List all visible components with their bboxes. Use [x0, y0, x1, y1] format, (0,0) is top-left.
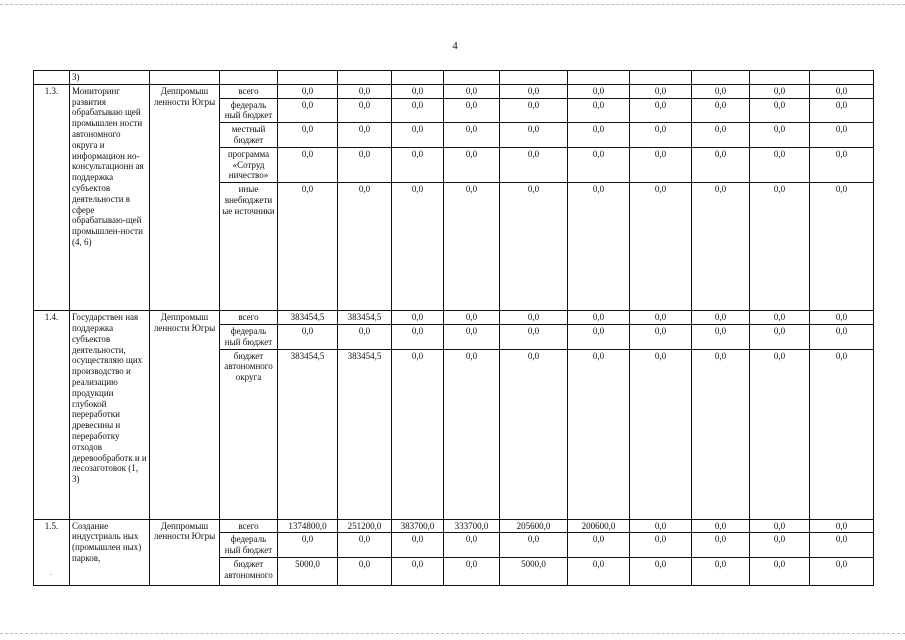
amount-cell: 0,0: [568, 147, 630, 182]
amount-cell: 0,0: [444, 123, 500, 148]
amount-cell: 0,0: [500, 84, 568, 98]
amount-cell: 0,0: [278, 183, 338, 311]
amount-cell: 0,0: [692, 324, 750, 349]
amount-cell: 0,0: [338, 324, 392, 349]
amount-cell: 0,0: [750, 324, 810, 349]
amount-cell: 0,0: [278, 324, 338, 349]
activity-title: Государствен ная поддержка субъектов деятельности, осуществляю щих производство и реализацию продукции глубокой переработки древесины и переработку отходов деревообработк и и лесозаготовок (1, 3): [70, 311, 150, 519]
activity-title: Создание индустриаль ных (промышлен ных) парков,: [70, 519, 150, 585]
amount-cell: 0,0: [810, 519, 874, 533]
amount-cell: 0,0: [692, 349, 750, 519]
activity-title: Мониторинг развития обрабатываю щей промышлен ности автономного округа и информацион но-консультационн ая поддержка субъектов деятельности в сфере обрабатываю-щей промышлен-ности (4, 6): [70, 84, 150, 310]
amount-cell: [630, 71, 692, 85]
amount-cell: 0,0: [692, 519, 750, 533]
amount-cell: 0,0: [630, 311, 692, 325]
amount-cell: 0,0: [568, 557, 630, 585]
funding-source: всего: [220, 311, 278, 325]
amount-cell: 0,0: [810, 324, 874, 349]
amount-cell: 0,0: [630, 183, 692, 311]
amount-cell: 0,0: [278, 98, 338, 123]
amount-cell: 0,0: [630, 557, 692, 585]
amount-cell: 0,0: [630, 349, 692, 519]
amount-cell: 0,0: [810, 84, 874, 98]
amount-cell: 0,0: [500, 98, 568, 123]
amount-cell: 0,0: [500, 533, 568, 558]
amount-cell: 383454,5: [338, 349, 392, 519]
amount-cell: 0,0: [444, 557, 500, 585]
amount-cell: [568, 71, 630, 85]
amount-cell: 0,0: [692, 84, 750, 98]
amount-cell: 0,0: [750, 519, 810, 533]
amount-cell: 0,0: [338, 147, 392, 182]
scan-edge-top: [0, 4, 905, 5]
amount-cell: 0,0: [338, 183, 392, 311]
amount-cell: 0,0: [444, 84, 500, 98]
funding-source: иные внебюджети ые источники: [220, 183, 278, 311]
funding-source: бюджет автономного: [220, 557, 278, 585]
amount-cell: 0,0: [750, 98, 810, 123]
amount-cell: 0,0: [338, 98, 392, 123]
amount-cell: 383700,0: [392, 519, 444, 533]
amount-cell: 0,0: [338, 533, 392, 558]
amount-cell: 0,0: [692, 183, 750, 311]
amount-cell: 383454,5: [278, 311, 338, 325]
amount-cell: 0,0: [810, 123, 874, 148]
amount-cell: 0,0: [500, 349, 568, 519]
amount-cell: 1374800,0: [278, 519, 338, 533]
amount-cell: 0,0: [692, 533, 750, 558]
amount-cell: [692, 71, 750, 85]
amount-cell: 0,0: [392, 98, 444, 123]
funding-source: местный бюджет: [220, 123, 278, 148]
amount-cell: 0,0: [630, 147, 692, 182]
amount-cell: 251200,0: [338, 519, 392, 533]
amount-cell: 0,0: [392, 533, 444, 558]
amount-cell: 0,0: [500, 123, 568, 148]
responsible-org: Деппромыш ленности Югры: [150, 519, 220, 585]
amount-cell: 0,0: [500, 147, 568, 182]
row-number: 1.3.: [34, 84, 70, 310]
amount-cell: 5000,0: [500, 557, 568, 585]
amount-cell: 383454,5: [338, 311, 392, 325]
amount-cell: [500, 71, 568, 85]
amount-cell: [444, 71, 500, 85]
amount-cell: 0,0: [810, 349, 874, 519]
amount-cell: 0,0: [392, 311, 444, 325]
amount-cell: 0,0: [692, 123, 750, 148]
amount-cell: 0,0: [500, 324, 568, 349]
funding-source: федераль ный бюджет: [220, 324, 278, 349]
amount-cell: [278, 71, 338, 85]
amount-cell: [750, 71, 810, 85]
amount-cell: 0,0: [810, 557, 874, 585]
table-row: [34, 84, 874, 98]
amount-cell: 0,0: [278, 533, 338, 558]
amount-cell: 0,0: [278, 147, 338, 182]
row-number: [34, 71, 70, 85]
amount-cell: 0,0: [278, 84, 338, 98]
amount-cell: 0,0: [750, 557, 810, 585]
amount-cell: 0,0: [500, 311, 568, 325]
amount-cell: 0,0: [568, 324, 630, 349]
amount-cell: 0,0: [338, 557, 392, 585]
funding-source: бюджет автономного округа: [220, 349, 278, 519]
amount-cell: 0,0: [444, 349, 500, 519]
page-number: 4: [452, 40, 458, 52]
amount-cell: 0,0: [568, 533, 630, 558]
row-number: 1.5.: [34, 519, 70, 585]
amount-cell: 0,0: [692, 311, 750, 325]
amount-cell: 0,0: [750, 123, 810, 148]
amount-cell: 0,0: [392, 349, 444, 519]
row-number: 1.4.: [34, 311, 70, 519]
activity-title: 3): [70, 71, 150, 85]
amount-cell: 0,0: [392, 557, 444, 585]
funding-source: всего: [220, 84, 278, 98]
amount-cell: [810, 71, 874, 85]
responsible-org: Деппромыш ленности Югры: [150, 311, 220, 519]
amount-cell: 0,0: [568, 183, 630, 311]
amount-cell: 0,0: [444, 324, 500, 349]
amount-cell: 0,0: [630, 533, 692, 558]
amount-cell: 0,0: [278, 123, 338, 148]
funding-source: федераль ный бюджет: [220, 98, 278, 123]
amount-cell: 0,0: [444, 533, 500, 558]
amount-cell: 0,0: [500, 183, 568, 311]
amount-cell: 0,0: [630, 123, 692, 148]
amount-cell: 0,0: [630, 519, 692, 533]
amount-cell: 0,0: [810, 311, 874, 325]
amount-cell: 0,0: [568, 123, 630, 148]
responsible-org: Деппромыш ленности Югры: [150, 84, 220, 310]
amount-cell: 0,0: [692, 147, 750, 182]
amount-cell: 0,0: [568, 98, 630, 123]
amount-cell: 0,0: [750, 311, 810, 325]
responsible-org: [150, 71, 220, 85]
amount-cell: 0,0: [568, 349, 630, 519]
amount-cell: 0,0: [392, 324, 444, 349]
amount-cell: 0,0: [392, 84, 444, 98]
amount-cell: 0,0: [444, 183, 500, 311]
amount-cell: 0,0: [630, 98, 692, 123]
amount-cell: 0,0: [750, 147, 810, 182]
amount-cell: 0,0: [338, 84, 392, 98]
amount-cell: 0,0: [392, 183, 444, 311]
amount-cell: 0,0: [568, 311, 630, 325]
amount-cell: 0,0: [392, 123, 444, 148]
amount-cell: 0,0: [692, 557, 750, 585]
amount-cell: 0,0: [750, 349, 810, 519]
table-row: [34, 311, 874, 325]
amount-cell: 0,0: [750, 533, 810, 558]
amount-cell: 205600,0: [500, 519, 568, 533]
scan-speck: .: [50, 568, 52, 577]
amount-cell: 0,0: [810, 98, 874, 123]
amount-cell: 0,0: [444, 147, 500, 182]
amount-cell: 333700,0: [444, 519, 500, 533]
funding-source: всего: [220, 519, 278, 533]
amount-cell: 0,0: [810, 183, 874, 311]
table-row: [34, 71, 874, 85]
amount-cell: 0,0: [810, 147, 874, 182]
amount-cell: 0,0: [750, 183, 810, 311]
funding-table: [33, 70, 874, 586]
amount-cell: 0,0: [750, 84, 810, 98]
table-row: [34, 519, 874, 533]
amount-cell: 0,0: [568, 84, 630, 98]
scan-edge-bottom: [0, 633, 905, 634]
amount-cell: [338, 71, 392, 85]
amount-cell: 0,0: [444, 311, 500, 325]
amount-cell: 0,0: [692, 98, 750, 123]
amount-cell: 0,0: [630, 324, 692, 349]
funding-source: [220, 71, 278, 85]
funding-source: программа «Сотруд ничество»: [220, 147, 278, 182]
amount-cell: 0,0: [630, 84, 692, 98]
amount-cell: [392, 71, 444, 85]
amount-cell: 0,0: [392, 147, 444, 182]
amount-cell: 383454,5: [278, 349, 338, 519]
amount-cell: 5000,0: [278, 557, 338, 585]
funding-table-body: [34, 71, 874, 586]
amount-cell: 0,0: [338, 123, 392, 148]
amount-cell: 0,0: [810, 533, 874, 558]
amount-cell: 0,0: [444, 98, 500, 123]
funding-source: федераль ный бюджет: [220, 533, 278, 558]
amount-cell: 200600,0: [568, 519, 630, 533]
